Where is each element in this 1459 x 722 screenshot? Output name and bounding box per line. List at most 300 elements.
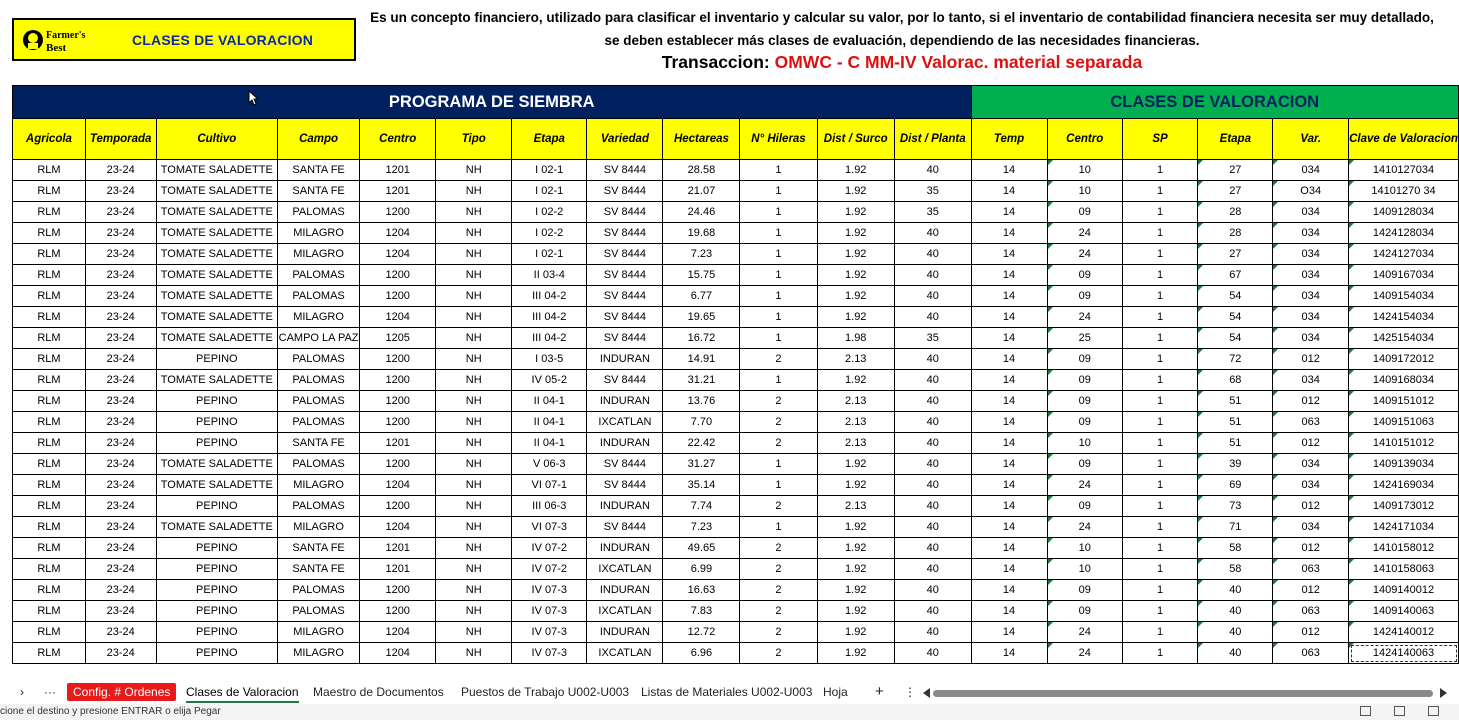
table-cell[interactable] [1198,496,1273,517]
table-cell[interactable] [1047,391,1122,412]
table-cell[interactable] [360,538,436,559]
table-cell[interactable] [512,643,587,664]
table-cell[interactable] [512,160,587,181]
table-cell[interactable] [278,475,360,496]
table-cell[interactable] [740,370,817,391]
table-cell[interactable] [156,580,278,601]
table-cell[interactable] [971,559,1047,580]
table-cell[interactable] [971,538,1047,559]
table-cell[interactable] [817,643,894,664]
table-cell[interactable] [1349,328,1459,349]
table-cell[interactable] [1349,160,1459,181]
table-cell[interactable] [1273,370,1349,391]
table-cell[interactable] [663,517,740,538]
table-cell[interactable] [740,328,817,349]
table-cell[interactable] [1349,517,1459,538]
table-cell[interactable] [740,349,817,370]
normal-view-icon[interactable] [1360,706,1371,716]
table-cell[interactable] [156,559,278,580]
table-cell[interactable] [663,307,740,328]
table-cell[interactable] [1047,601,1122,622]
table-cell[interactable] [85,202,156,223]
table-cell[interactable] [13,643,86,664]
table-cell[interactable] [360,433,436,454]
table-cell[interactable] [85,475,156,496]
table-cell[interactable] [156,160,278,181]
table-cell[interactable] [436,496,512,517]
table-cell[interactable] [587,496,663,517]
table-cell[interactable] [13,286,86,307]
table-cell[interactable] [156,370,278,391]
table-cell[interactable] [740,454,817,475]
table-cell[interactable] [360,517,436,538]
table-cell[interactable] [1349,286,1459,307]
table-cell[interactable] [740,496,817,517]
table-cell[interactable] [156,643,278,664]
table-cell[interactable] [13,160,86,181]
table-cell[interactable] [1122,349,1197,370]
table-cell[interactable] [817,559,894,580]
tab-more-icon[interactable]: ··· [44,685,56,699]
table-cell[interactable] [587,328,663,349]
table-cell[interactable] [1349,307,1459,328]
table-cell[interactable] [1122,643,1197,664]
table-cell[interactable] [85,433,156,454]
table-cell[interactable] [1122,517,1197,538]
table-cell[interactable] [1198,160,1273,181]
table-cell[interactable] [894,202,971,223]
table-cell[interactable] [1273,223,1349,244]
table-cell[interactable] [13,307,86,328]
table-cell[interactable] [278,643,360,664]
table-cell[interactable] [512,349,587,370]
table-cell[interactable] [894,160,971,181]
table-cell[interactable] [360,286,436,307]
table-cell[interactable] [1122,475,1197,496]
table-cell[interactable] [1273,181,1349,202]
table-cell[interactable] [1122,265,1197,286]
table-cell[interactable] [1122,160,1197,181]
table-cell[interactable] [1349,223,1459,244]
table-cell[interactable] [278,223,360,244]
table-cell[interactable] [512,433,587,454]
table-cell[interactable] [360,580,436,601]
table-cell[interactable] [278,244,360,265]
table-cell[interactable] [587,223,663,244]
table-cell[interactable] [663,559,740,580]
table-cell[interactable] [278,202,360,223]
table-cell[interactable] [1198,328,1273,349]
table-cell[interactable] [740,601,817,622]
table-cell[interactable] [13,433,86,454]
table-cell[interactable] [1047,160,1122,181]
table-cell[interactable] [13,370,86,391]
table-cell[interactable] [1273,643,1349,664]
table-cell[interactable] [1349,622,1459,643]
table-cell[interactable] [512,475,587,496]
table-cell[interactable] [1198,181,1273,202]
table-cell[interactable] [436,643,512,664]
table-cell[interactable] [894,643,971,664]
table-cell[interactable] [1047,559,1122,580]
table-cell[interactable] [894,265,971,286]
table-cell[interactable] [663,643,740,664]
table-cell[interactable] [1047,412,1122,433]
table-cell[interactable] [894,622,971,643]
table-cell[interactable] [436,433,512,454]
table-cell[interactable] [156,433,278,454]
table-cell[interactable] [360,601,436,622]
table-cell[interactable] [817,580,894,601]
table-cell[interactable] [587,454,663,475]
table-cell[interactable] [360,496,436,517]
table-cell[interactable] [971,391,1047,412]
table-cell[interactable] [894,412,971,433]
table-cell[interactable] [1122,622,1197,643]
horizontal-scrollbar[interactable] [933,690,1433,697]
table-cell[interactable] [1349,349,1459,370]
table-cell[interactable] [156,349,278,370]
table-cell[interactable] [1122,454,1197,475]
table-cell[interactable] [1198,622,1273,643]
table-cell[interactable] [156,391,278,412]
table-cell[interactable] [740,181,817,202]
table-cell[interactable] [13,412,86,433]
table-cell[interactable] [1349,202,1459,223]
table-cell[interactable] [587,580,663,601]
table-cell[interactable] [817,286,894,307]
table-cell[interactable] [436,580,512,601]
table-cell[interactable] [85,412,156,433]
table-cell[interactable] [1349,538,1459,559]
table-cell[interactable] [85,223,156,244]
table-cell[interactable] [156,244,278,265]
table-cell[interactable] [817,244,894,265]
table-cell[interactable] [13,202,86,223]
table-cell[interactable] [278,538,360,559]
table-cell[interactable] [436,265,512,286]
table-cell[interactable] [1122,391,1197,412]
table-cell[interactable] [1349,391,1459,412]
table-cell[interactable] [1273,433,1349,454]
table-cell[interactable] [894,391,971,412]
table-cell[interactable] [156,475,278,496]
table-cell[interactable] [663,349,740,370]
table-cell[interactable] [512,559,587,580]
table-cell[interactable] [663,412,740,433]
table-cell[interactable] [360,244,436,265]
table-cell[interactable] [13,454,86,475]
table-cell[interactable] [512,412,587,433]
table-cell[interactable] [1198,454,1273,475]
table-cell[interactable] [663,244,740,265]
table-cell[interactable] [85,580,156,601]
table-cell[interactable] [894,181,971,202]
table-cell[interactable] [971,454,1047,475]
table-cell[interactable] [360,559,436,580]
tab-next-arrow-icon[interactable]: › [20,685,24,699]
table-cell[interactable] [817,433,894,454]
table-cell[interactable] [817,160,894,181]
table-cell[interactable] [587,475,663,496]
table-cell[interactable] [1273,475,1349,496]
table-cell[interactable] [1047,496,1122,517]
table-cell[interactable] [85,391,156,412]
table-cell[interactable] [1198,601,1273,622]
table-cell[interactable] [587,265,663,286]
table-cell[interactable] [436,349,512,370]
table-cell[interactable] [971,328,1047,349]
table-cell[interactable] [971,265,1047,286]
table-cell[interactable] [85,244,156,265]
table-cell[interactable] [436,370,512,391]
table-cell[interactable] [587,160,663,181]
table-cell[interactable] [817,307,894,328]
table-cell[interactable] [894,433,971,454]
table-cell[interactable] [740,412,817,433]
table-cell[interactable] [1047,223,1122,244]
table-cell[interactable] [13,328,86,349]
table-cell[interactable] [360,391,436,412]
table-cell[interactable] [1198,433,1273,454]
table-cell[interactable] [663,223,740,244]
table-cell[interactable] [1273,349,1349,370]
table-cell[interactable] [436,538,512,559]
table-cell[interactable] [1273,622,1349,643]
table-cell[interactable] [278,328,360,349]
table-cell[interactable] [156,517,278,538]
table-cell[interactable] [971,601,1047,622]
table-cell[interactable] [894,580,971,601]
table-cell[interactable] [663,454,740,475]
page-layout-view-icon[interactable] [1394,706,1405,716]
table-cell[interactable] [971,160,1047,181]
table-cell[interactable] [85,160,156,181]
table-cell[interactable] [156,286,278,307]
table-cell[interactable] [13,622,86,643]
table-cell[interactable] [740,244,817,265]
table-cell[interactable] [156,496,278,517]
table-cell[interactable] [13,181,86,202]
table-cell[interactable] [13,601,86,622]
add-sheet-icon[interactable]: + [875,683,884,700]
table-cell[interactable] [971,412,1047,433]
table-cell[interactable] [817,328,894,349]
table-cell[interactable] [817,454,894,475]
table-cell[interactable] [894,370,971,391]
table-cell[interactable] [436,223,512,244]
table-cell[interactable] [663,580,740,601]
table-cell[interactable] [436,202,512,223]
table-cell[interactable] [436,559,512,580]
table-cell[interactable] [1273,328,1349,349]
table-cell[interactable] [1273,538,1349,559]
table-cell[interactable] [587,349,663,370]
table-cell[interactable] [663,538,740,559]
table-cell[interactable] [156,601,278,622]
table-cell[interactable] [894,601,971,622]
table-cell[interactable] [740,559,817,580]
table-cell[interactable] [278,370,360,391]
table-cell[interactable] [278,391,360,412]
table-cell[interactable] [1122,559,1197,580]
table-cell[interactable] [278,265,360,286]
table-cell[interactable] [1122,286,1197,307]
table-cell[interactable] [1122,538,1197,559]
table-cell[interactable] [894,286,971,307]
table-cell[interactable] [663,160,740,181]
table-cell[interactable] [1047,265,1122,286]
table-cell[interactable] [587,244,663,265]
table-cell[interactable] [740,517,817,538]
table-cell[interactable] [278,517,360,538]
table-cell[interactable] [740,580,817,601]
table-cell[interactable] [1349,580,1459,601]
table-cell[interactable] [1122,370,1197,391]
table-cell[interactable] [1349,244,1459,265]
table-cell[interactable] [1198,202,1273,223]
table-cell[interactable] [278,160,360,181]
scroll-left-icon[interactable] [923,688,931,698]
table-cell[interactable] [1349,559,1459,580]
table-cell[interactable] [156,265,278,286]
table-cell[interactable] [512,580,587,601]
table-cell[interactable] [1198,265,1273,286]
table-cell[interactable] [512,244,587,265]
table-cell[interactable] [512,454,587,475]
table-cell[interactable] [1122,202,1197,223]
table-cell[interactable] [1122,307,1197,328]
table-cell[interactable] [971,370,1047,391]
table-cell[interactable] [1198,370,1273,391]
table-cell[interactable] [817,370,894,391]
table-cell[interactable] [971,181,1047,202]
table-cell[interactable] [1273,517,1349,538]
page-break-view-icon[interactable] [1428,706,1439,716]
table-cell[interactable] [13,223,86,244]
table-cell[interactable] [278,580,360,601]
table-cell[interactable] [1047,517,1122,538]
table-cell[interactable] [360,454,436,475]
table-cell[interactable] [1047,328,1122,349]
table-cell[interactable] [1349,433,1459,454]
table-cell[interactable] [740,265,817,286]
table-cell[interactable] [13,475,86,496]
table-cell[interactable] [85,370,156,391]
table-cell[interactable] [817,223,894,244]
table-cell[interactable] [1349,265,1459,286]
table-cell[interactable] [1349,412,1459,433]
table-cell[interactable] [436,328,512,349]
table-cell[interactable] [1198,643,1273,664]
table-cell[interactable] [13,580,86,601]
table-cell[interactable] [278,349,360,370]
table-cell[interactable] [1198,559,1273,580]
table-cell[interactable] [360,202,436,223]
table-cell[interactable] [512,328,587,349]
table-cell[interactable] [436,412,512,433]
table-cell[interactable] [663,181,740,202]
table-cell[interactable] [971,433,1047,454]
table-cell[interactable] [512,307,587,328]
table-cell[interactable] [894,454,971,475]
table-cell[interactable] [1122,181,1197,202]
table-cell[interactable] [13,244,86,265]
table-cell[interactable] [587,643,663,664]
table-cell[interactable] [1198,538,1273,559]
table-cell[interactable] [512,265,587,286]
table-cell[interactable] [360,370,436,391]
table-cell[interactable] [1047,643,1122,664]
table-cell[interactable] [85,622,156,643]
table-cell[interactable] [587,517,663,538]
table-cell[interactable] [817,517,894,538]
table-cell[interactable] [817,601,894,622]
table-cell[interactable] [817,496,894,517]
table-cell[interactable] [1273,580,1349,601]
table-cell[interactable] [740,622,817,643]
table-cell[interactable] [587,286,663,307]
tab-maestro-de-documentos[interactable]: Maestro de Documentos [313,685,444,699]
table-cell[interactable] [1349,454,1459,475]
table-cell[interactable] [587,622,663,643]
tab-puestos-de-trabajo[interactable]: Puestos de Trabajo U002-U003 [461,685,630,699]
table-cell[interactable] [1198,580,1273,601]
table-cell[interactable] [740,223,817,244]
table-cell[interactable] [663,433,740,454]
table-cell[interactable] [894,349,971,370]
table-cell[interactable] [436,517,512,538]
table-cell[interactable] [156,223,278,244]
table-cell[interactable] [894,496,971,517]
table-cell[interactable] [1047,349,1122,370]
table-cell[interactable] [663,622,740,643]
table-cell[interactable] [1047,181,1122,202]
table-cell[interactable] [740,391,817,412]
table-cell[interactable] [587,538,663,559]
table-cell[interactable] [1273,412,1349,433]
table-cell[interactable] [360,622,436,643]
table-cell[interactable] [971,244,1047,265]
table-cell[interactable] [1122,433,1197,454]
table-cell[interactable] [13,265,86,286]
table-cell[interactable] [1273,265,1349,286]
table-cell[interactable] [1047,370,1122,391]
table-cell[interactable] [587,601,663,622]
table-cell[interactable] [587,181,663,202]
table-cell[interactable] [663,496,740,517]
table-cell[interactable] [817,622,894,643]
table-cell[interactable] [894,538,971,559]
table-cell[interactable] [894,244,971,265]
table-cell[interactable] [1122,412,1197,433]
table-cell[interactable] [663,286,740,307]
table-cell[interactable] [663,475,740,496]
table-cell[interactable] [1047,580,1122,601]
table-cell[interactable] [1273,160,1349,181]
table-cell[interactable] [1273,559,1349,580]
table-cell[interactable] [436,391,512,412]
table-cell[interactable] [1198,391,1273,412]
table-cell[interactable] [278,307,360,328]
table-cell[interactable] [740,643,817,664]
table-cell[interactable] [360,475,436,496]
table-cell[interactable] [1122,223,1197,244]
table-cell[interactable] [436,622,512,643]
table-cell[interactable] [436,160,512,181]
table-cell[interactable] [894,307,971,328]
table-cell[interactable] [85,328,156,349]
